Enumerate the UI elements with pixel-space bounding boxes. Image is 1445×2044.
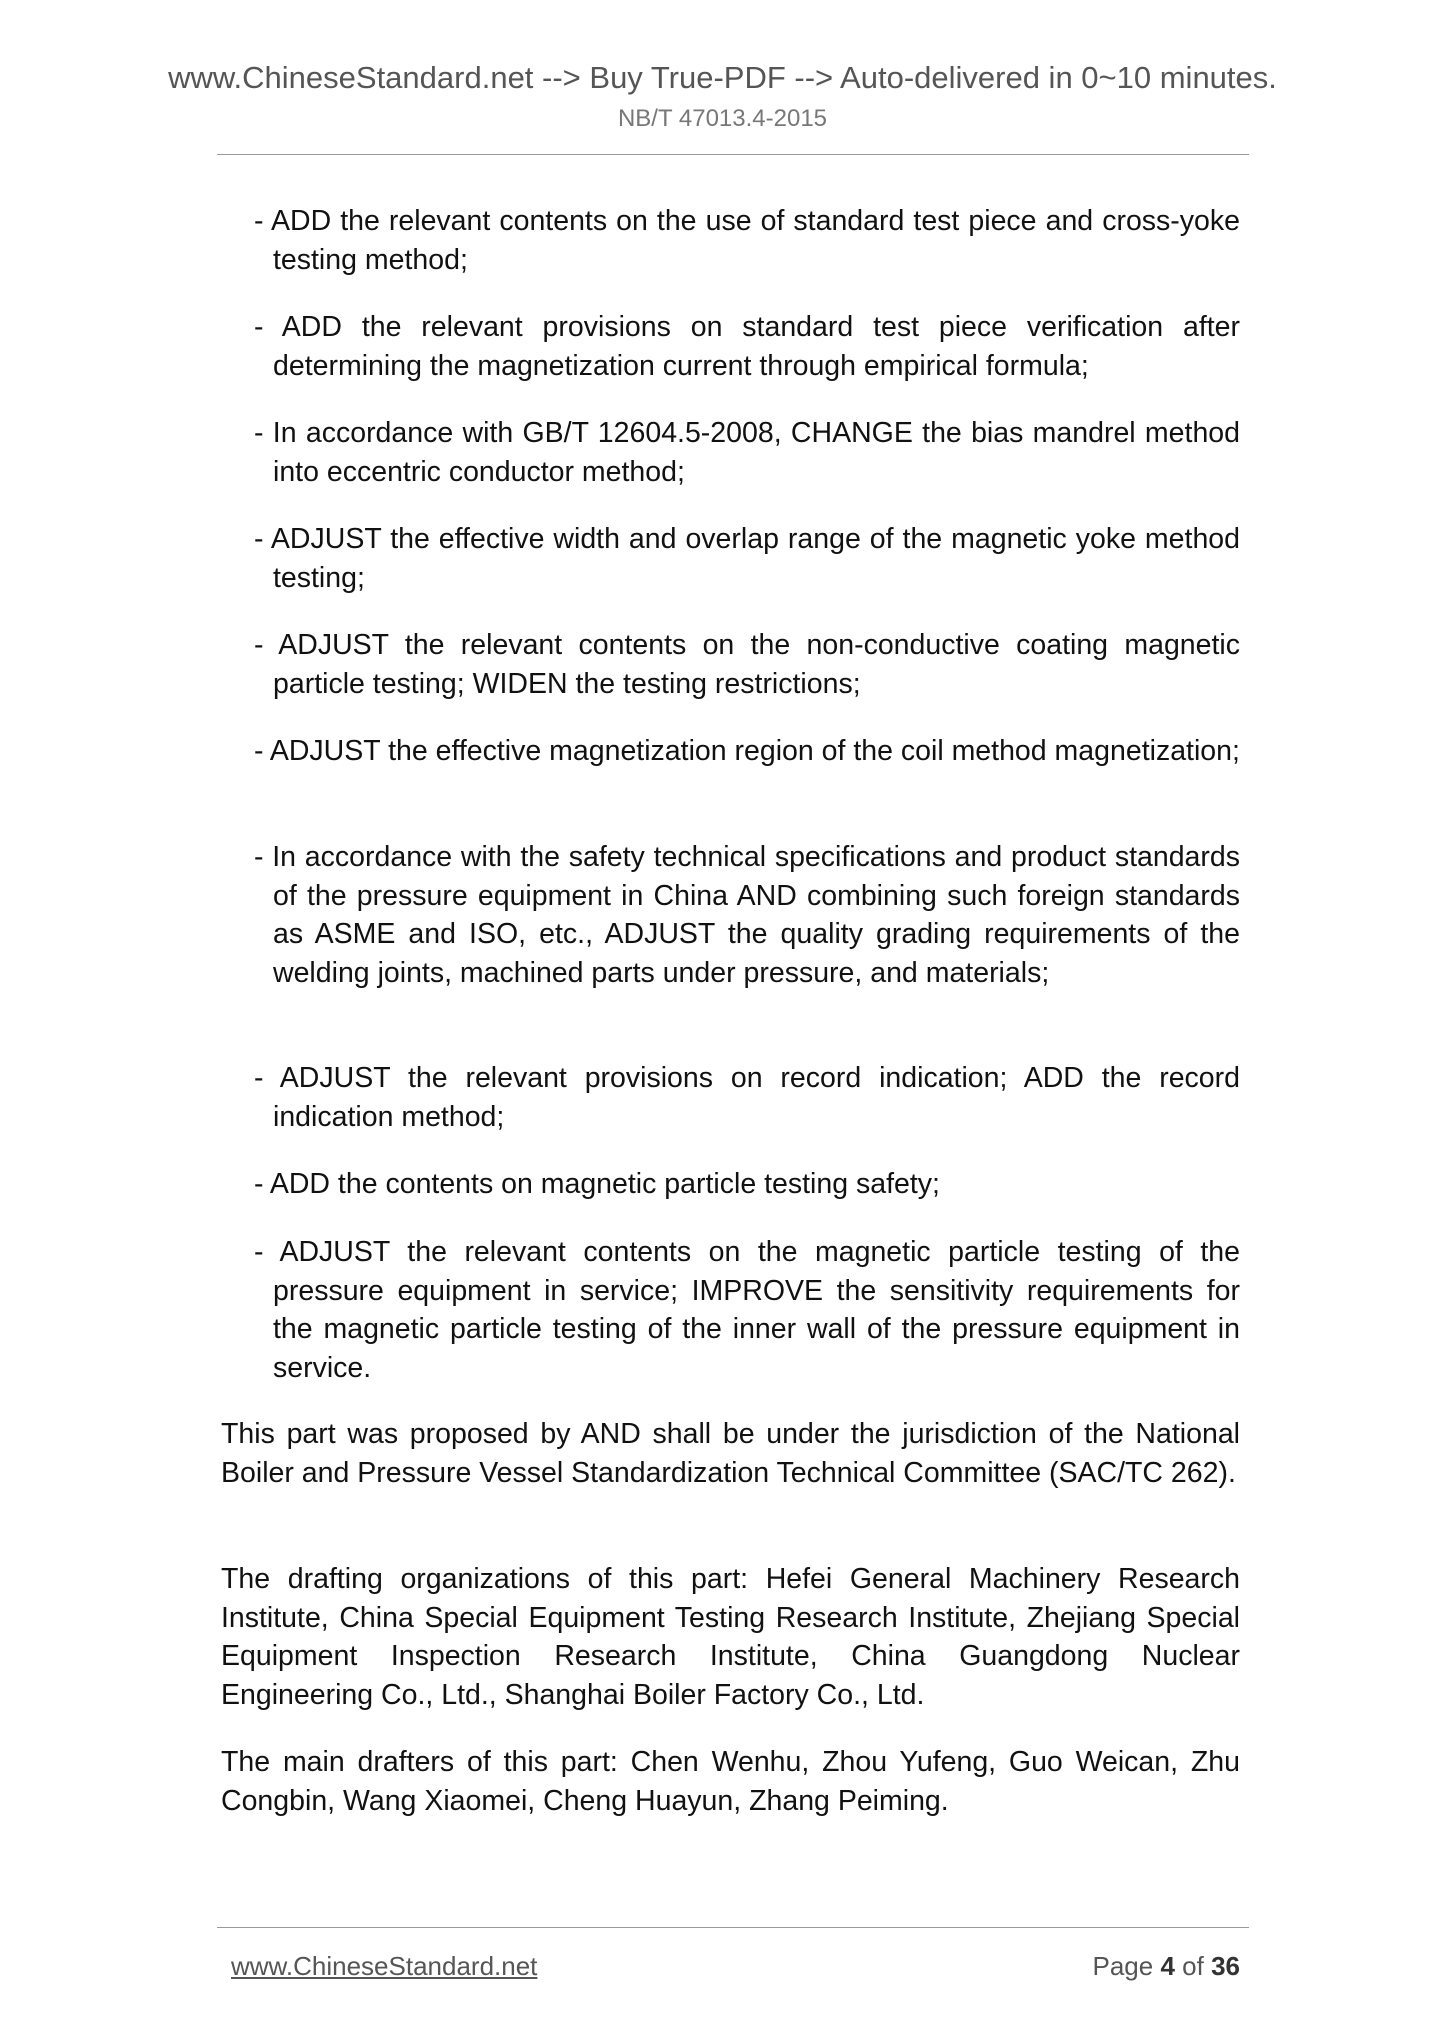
total-pages-number: 36	[1211, 1951, 1240, 1981]
page-indicator	[1092, 1949, 1240, 1983]
change-item-8: - ADJUST the relevant provisions on record indication; ADD the record indication method;	[254, 1062, 1240, 1133]
change-item-4: - ADJUST the effective width and overlap range of the magnetic yoke method testing;	[254, 523, 1240, 594]
change-item-7: - In accordance with the safety technical specifications and product standards of the pressure equipment in China AND combining such foreign standards as ASME and ISO, etc., ADJUST the quality grading requirements of the welding joints, machined parts under pressure, and materials;	[254, 841, 1240, 989]
page-word: Page	[1092, 1951, 1154, 1981]
change-item-6: - ADJUST the effective magnetization region of the coil method magnetization;	[254, 735, 1240, 767]
change-item-2: - ADD the relevant provisions on standard test piece verification after determining the magnetization current through empirical formula;	[254, 311, 1240, 382]
paragraph-main-drafters: The main drafters of this part: Chen Wenhu, Zhou Yufeng, Guo Weican, Zhu Congbin, Wang Xiaomei, Cheng Huayun, Zhang Peiming.	[221, 1746, 1240, 1817]
paragraph-drafting-organizations: The drafting organizations of this part: Hefei General Machinery Research Institute, China Special Equipment Testing Research Institute, Zhejiang Special Equipment Inspection Research Institute, China Guangdong Nuclear Engineering Co., Ltd., Shanghai Boiler Factory Co., Ltd.	[221, 1563, 1240, 1711]
current-page-number: 4	[1160, 1951, 1175, 1981]
header-divider	[217, 154, 1249, 155]
footer-site-link[interactable]: www.ChineseStandard.net	[231, 1951, 538, 1981]
header-banner[interactable]: www.ChineseStandard.net --> Buy True-PDF --> Auto-delivered in 0~10 minutes.	[168, 60, 1277, 95]
paragraph-proposed-by: This part was proposed by AND shall be under the jurisdiction of the National Boiler and Pressure Vessel Standardization Technical Committee (SAC/TC 262).	[221, 1418, 1240, 1489]
change-item-9: - ADD the contents on magnetic particle testing safety;	[254, 1168, 940, 1200]
footer-divider	[217, 1927, 1249, 1928]
change-item-10: - ADJUST the relevant contents on the magnetic particle testing of the pressure equipment in service; IMPROVE the sensitivity requirements for the magnetic particle testing of the inner wall of the pressure equipment in service.	[254, 1236, 1240, 1384]
change-item-1: - ADD the relevant contents on the use of standard test piece and cross-yoke testing method;	[254, 205, 1240, 276]
header-standard-number: NB/T 47013.4-2015	[617, 105, 828, 132]
page-of-word: of	[1182, 1951, 1204, 1981]
change-item-5: - ADJUST the relevant contents on the non-conductive coating magnetic particle testing; WIDEN the testing restrictions;	[254, 629, 1240, 700]
change-item-3: - In accordance with GB/T 12604.5-2008, CHANGE the bias mandrel method into eccentric conductor method;	[254, 417, 1240, 488]
